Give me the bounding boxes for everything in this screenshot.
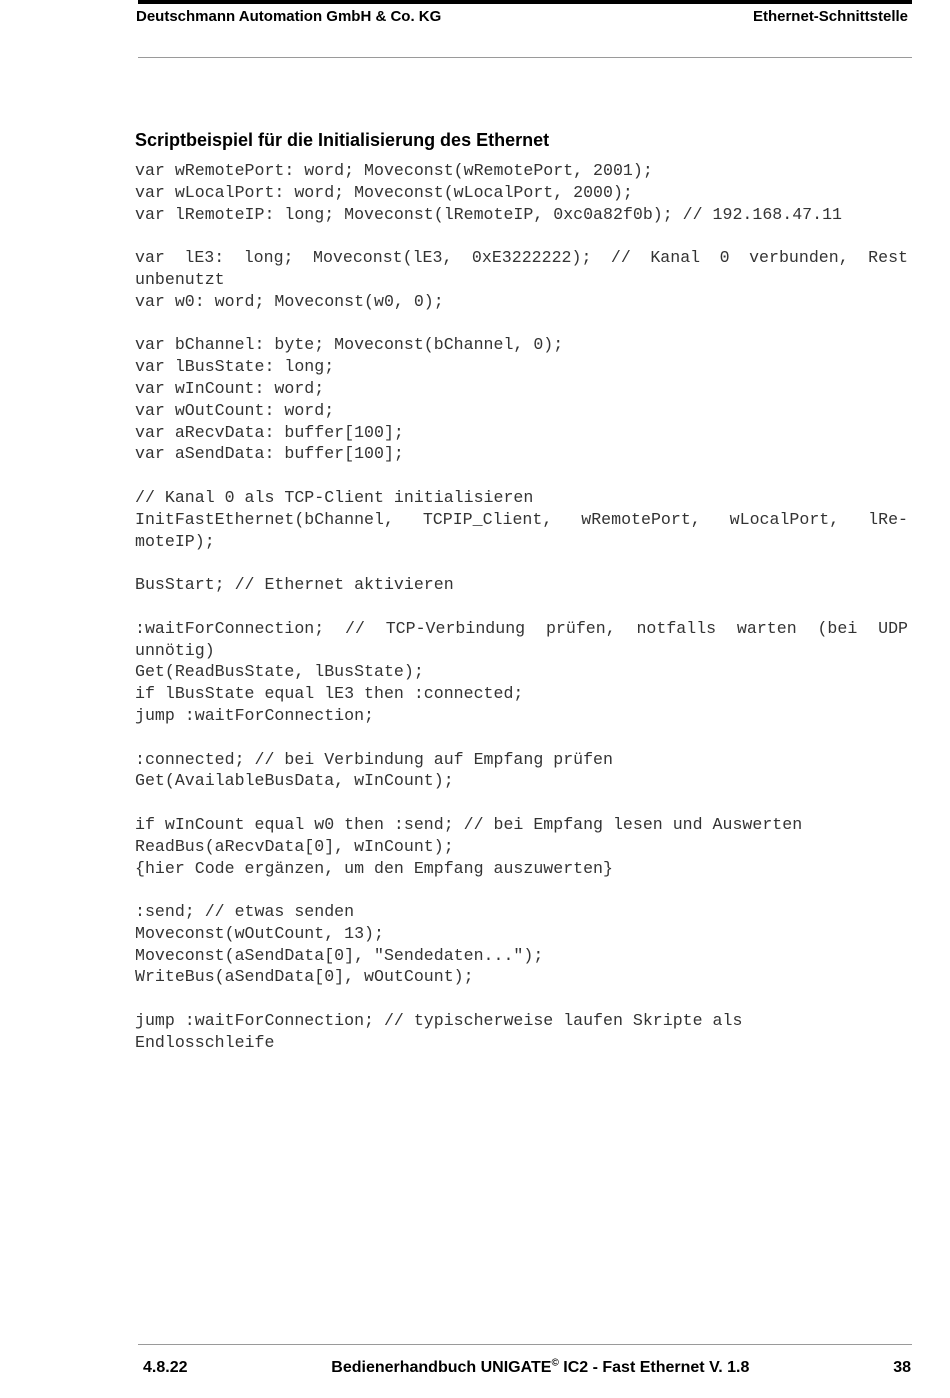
code-line: var w0: word; Moveconst(w0, 0); xyxy=(135,291,444,311)
code-blank-line xyxy=(135,552,908,574)
code-blank-line xyxy=(135,225,908,247)
code-blank-line xyxy=(135,988,908,1010)
code-blank-line xyxy=(135,313,908,335)
code-line: InitFastEthernet(bChannel, TCPIP_Client, wRemotePort, wLocalPort, lRe- xyxy=(135,509,908,529)
section-title: Scriptbeispiel für die Initialisierung des Ethernet xyxy=(135,130,550,150)
header-company-name: Deutschmann Automation GmbH & Co. KG xyxy=(136,8,442,25)
code-blank-line xyxy=(135,879,908,901)
page-header xyxy=(136,8,908,26)
code-blank-line xyxy=(135,792,908,814)
code-line: ReadBus(aRecvData[0], wInCount); xyxy=(135,836,454,856)
footer-manual-subtitle: IC2 - Fast Ethernet V. 1.8 xyxy=(558,1359,750,1376)
header-divider xyxy=(138,57,912,58)
code-blank-line xyxy=(135,727,908,749)
code-line: jump :waitForConnection; xyxy=(135,705,374,725)
code-line: :connected; // bei Verbindung auf Empfang prüfen xyxy=(135,749,613,769)
code-line: Moveconst(aSendData[0], "Sendedaten..."); xyxy=(135,945,544,965)
code-line: var wLocalPort: word; Moveconst(wLocalPort, 2000); xyxy=(135,182,633,202)
code-line: var lRemoteIP: long; Moveconst(lRemoteIP, 0xc0a82f0b); // 192.168.47.11 xyxy=(135,204,843,224)
code-line: unbenutzt xyxy=(135,269,225,289)
code-line: var wRemotePort: word; Moveconst(wRemotePort, 2001); xyxy=(135,161,653,180)
footer-section-number: 4.8.22 xyxy=(143,1359,188,1376)
code-line: {hier Code ergänzen, um den Empfang auszuwerten} xyxy=(135,858,613,878)
code-line: Moveconst(wOutCount, 13); xyxy=(135,923,384,943)
code-line: var wOutCount: word; xyxy=(135,400,335,420)
code-line: jump :waitForConnection; // typischerweise laufen Skripte als xyxy=(135,1011,743,1031)
header-chapter-title: Ethernet-Schnittstelle xyxy=(752,8,908,25)
code-blank-line xyxy=(135,596,908,618)
code-listing xyxy=(135,160,908,1054)
footer-manual-name: Bedienerhandbuch UNIGATE xyxy=(331,1359,552,1376)
code-line: var aRecvData: buffer[100]; xyxy=(135,422,404,442)
code-blank-line xyxy=(135,465,908,487)
footer-manual-title xyxy=(331,1358,749,1378)
header-top-rule xyxy=(138,0,912,4)
code-line: Get(ReadBusState, lBusState); xyxy=(135,662,424,682)
code-line: var wInCount: word; xyxy=(135,378,325,398)
code-line: WriteBus(aSendData[0], wOutCount); xyxy=(135,967,474,987)
code-line: if wInCount equal w0 then :send; // bei Empfang lesen und Auswerten xyxy=(135,814,803,834)
code-line: Endlosschleife xyxy=(135,1032,275,1052)
code-line: moteIP); xyxy=(135,531,215,551)
code-line: var aSendData: buffer[100]; xyxy=(135,444,404,464)
code-line: var lE3: long; Moveconst(lE3, 0xE3222222); // Kanal 0 verbunden, Rest xyxy=(135,248,908,268)
code-line: :send; // etwas senden xyxy=(135,902,355,922)
page-footer xyxy=(143,1358,911,1378)
code-line: :waitForConnection; // TCP-Verbindung prüfen, notfalls warten (bei UDP xyxy=(135,618,908,638)
footer-divider xyxy=(138,1344,912,1345)
code-line: if lBusState equal lE3 then :connected; xyxy=(135,684,524,704)
footer-page-number: 38 xyxy=(893,1359,911,1376)
code-line: var bChannel: byte; Moveconst(bChannel, 0); xyxy=(135,335,564,355)
code-line: Get(AvailableBusData, wInCount); xyxy=(135,771,454,791)
trademark-symbol: © xyxy=(551,1357,559,1369)
code-line: var lBusState: long; xyxy=(135,357,335,377)
code-line: unnötig) xyxy=(135,640,215,660)
code-line: // Kanal 0 als TCP-Client initialisieren xyxy=(135,487,534,507)
code-line: BusStart; // Ethernet aktivieren xyxy=(135,575,454,595)
